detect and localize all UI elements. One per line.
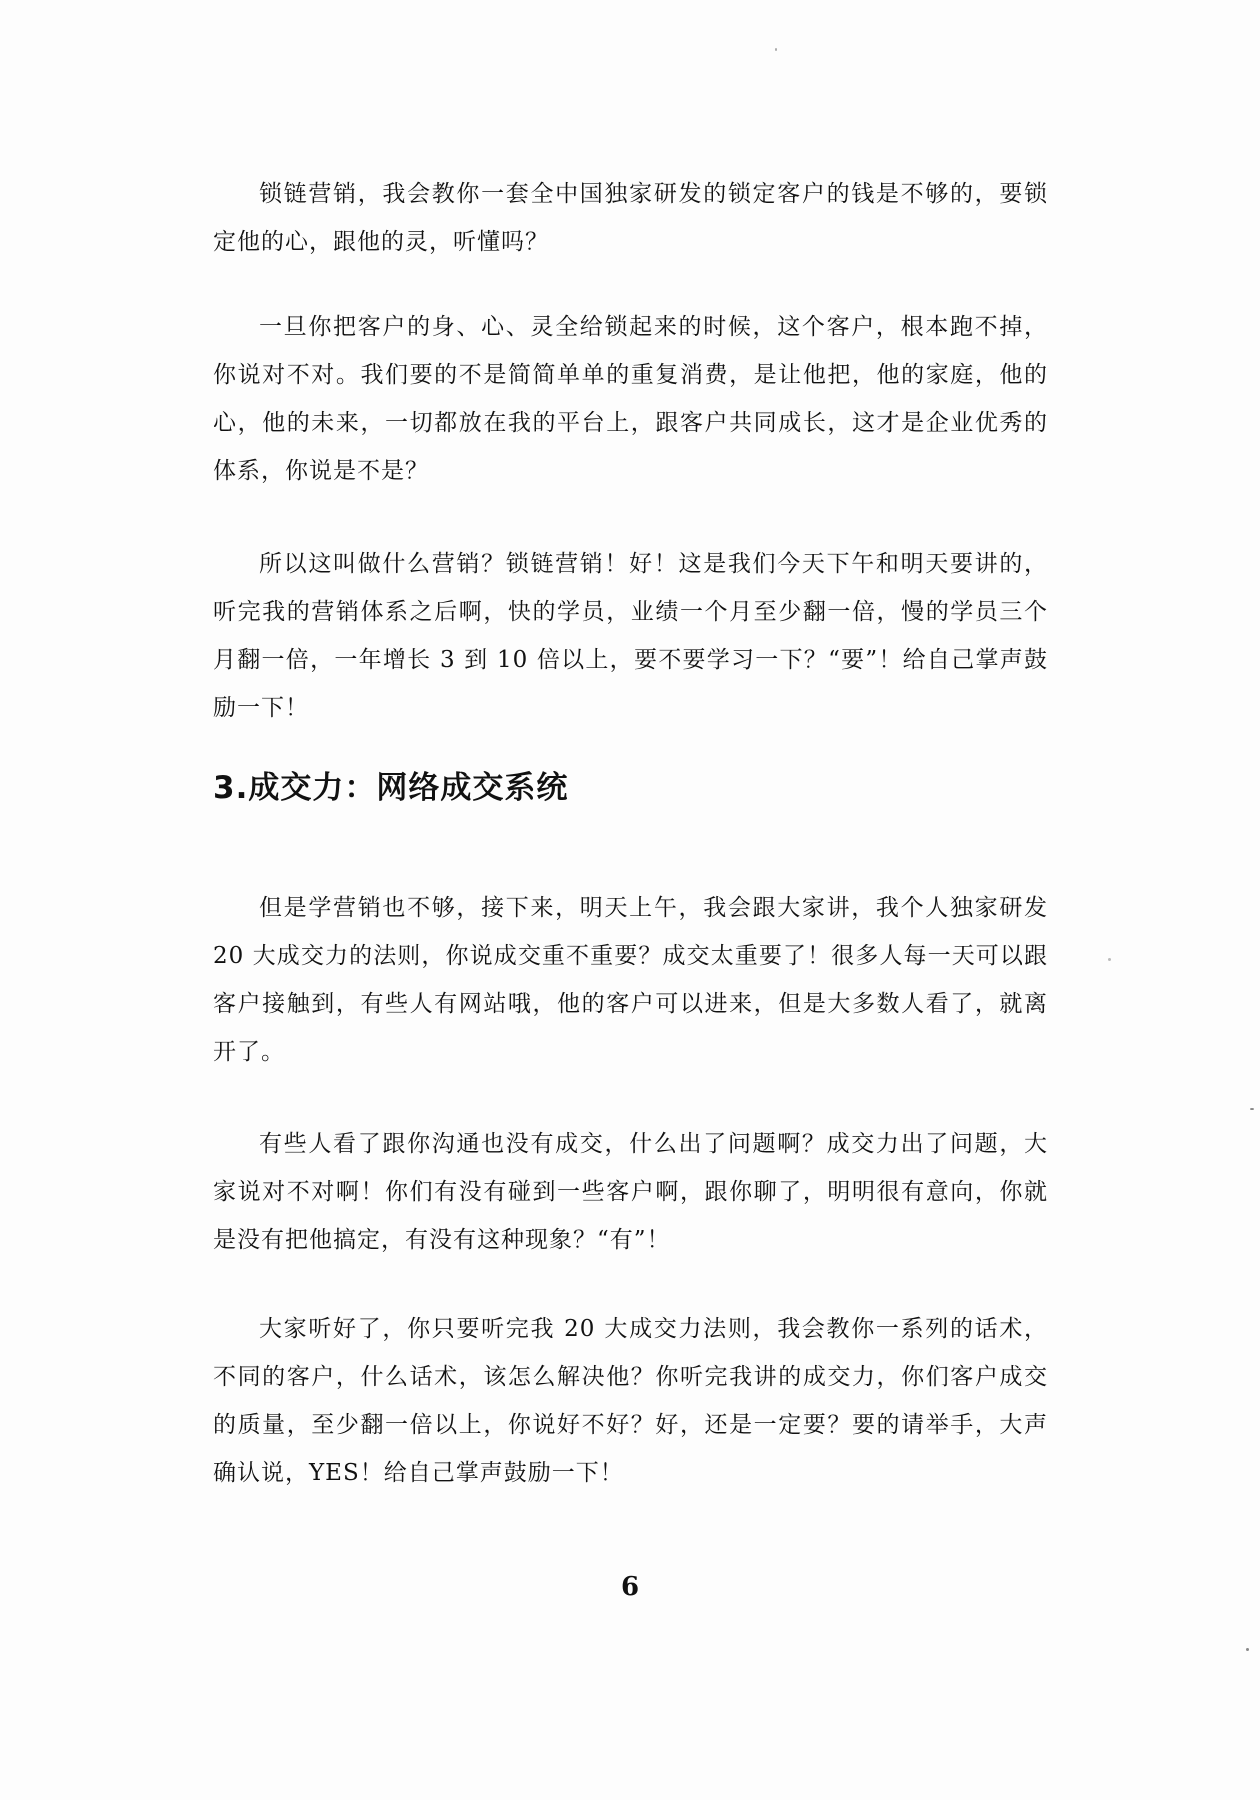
paragraph-6: 大家听好了，你只要听完我 20 大成交力法则，我会教你一系列的话术，不同的客户，什么话术，该怎么解决他？你听完我讲的成交力，你们客户成交的质量，至少翻一倍以上，你说好不好？好，还是一定要？要的请举手，大声确认说，YES！给自己掌声鼓励一下！ <box>213 1316 1048 1486</box>
scan-speck <box>1250 1108 1254 1110</box>
scan-speck <box>775 48 777 51</box>
paragraph-2: 一旦你把客户的身、心、灵全给锁起来的时候，这个客户，根本跑不掉，你说对不对。我们要的不是简简单单的重复消费，是让他把，他的家庭，他的心，他的未来，一切都放在我的平台上，跟客户共同成长，这才是企业优秀的体系，你说是不是？ <box>213 314 1048 484</box>
scan-speck <box>1246 1648 1249 1651</box>
section-heading: 3.成交力：网络成交系统 <box>213 770 569 806</box>
paragraph-3: 所以这叫做什么营销？锁链营销！好！这是我们今天下午和明天要讲的，听完我的营销体系之后啊，快的学员，业绩一个月至少翻一倍，慢的学员三个月翻一倍，一年增长 3 到 10 倍以上，要不要学习一下？“要”！给自己掌声鼓励一下！ <box>213 551 1048 721</box>
paragraph-5: 有些人看了跟你沟通也没有成交，什么出了问题啊？成交力出了问题，大家说对不对啊！你们有没有碰到一些客户啊，跟你聊了，明明很有意向，你就是没有把他搞定，有没有这种现象？“有”！ <box>213 1131 1048 1253</box>
paragraph-4: 但是学营销也不够，接下来，明天上午，我会跟大家讲，我个人独家研发 20 大成交力的法则，你说成交重不重要？成交太重要了！很多人每一天可以跟客户接触到，有些人有网站哦，他的客户可以进来，但是大多数人看了，就离开了。 <box>213 895 1048 1065</box>
page-number: 6 <box>620 1572 640 1602</box>
scan-speck <box>1108 958 1111 961</box>
paragraph-1: 锁链营销，我会教你一套全中国独家研发的锁定客户的钱是不够的，要锁定他的心，跟他的灵，听懂吗？ <box>213 181 1048 255</box>
